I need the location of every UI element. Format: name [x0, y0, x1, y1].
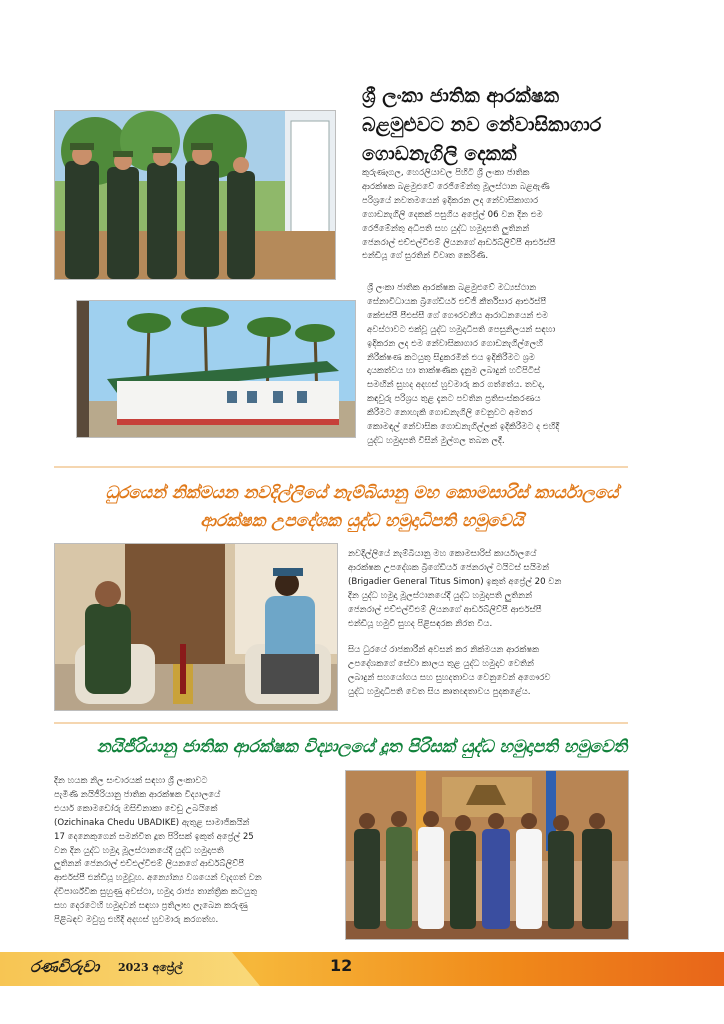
section-divider — [54, 466, 628, 468]
article2-title: ධුරයෙන් නික්මයන නවදිල්ලියේ නැම්බියානු මහ කොමසාරිස් කාර්යාලයේ ආරක්ෂක උපදේශක යුද්ධ හමුදාධිපති හමුවෙයි — [105, 483, 619, 531]
article2-paragraph-2: සිය ධුරයේ රාජකාරීන් අවසන් කර නික්මයන ආරක්ෂක උපදේශකගේ සේවා කාලය තුළ යුද්ධ හමුදාව වෙතින් ලබාදුන් සහයෝගය සහ සුහදතාවය වෙනුවෙන් අගෞරව යුද්ධ හමුදාධිපති වෙත සිය කෘතඥතාවය පුදකළේය. — [348, 645, 551, 697]
article2-paragraph-1: නවදිල්ලියේ නැම්බියානු මහ කොමසාරිස් කාර්යාලයේ ආරක්ෂක උපදේශක බ්‍රිගේඩියර් ජෙනරාල් ටයිටස් සයිමන් (Brigadier General Titus Simon) ඉකුත් අප්‍රේල් 20 වන දින යුද්ධ හමුදා මූලස්ථානයේදී යුද්ධ හමුදාපති ලුතිනන් ජෙනරාල් එච්එල්වීඑම් ලියනගේ ආර්ඩබ්ලිව්පී ආර්එස්පී එන්ඩියූ හමුවී සුහද පිළිසඳරක නිරත විය. — [348, 549, 562, 629]
photo-army-commander-meeting — [54, 543, 338, 711]
article3-title: නයිජීරියානු ජාතික ආරක්ෂක විද්‍යාලයේ දූත පිරිසක් යුද්ධ හමුදාපති හමුවෙති — [96, 737, 628, 757]
photo-officers-viewing-plan — [54, 110, 336, 280]
photo-nigerian-delegation-group — [345, 770, 629, 940]
article1-title: ශ්‍රී ලංකා ජාතික ආරක්ෂක බළමුළුවට නව නේවාසිකාගාර ගොඩනැගිලි දෙකක් — [362, 85, 602, 165]
magazine-logo: රණවිරුවා — [30, 957, 100, 976]
photo-new-barracks-building — [76, 300, 356, 438]
page-number: 12 — [330, 956, 353, 975]
section-divider — [54, 722, 628, 724]
article1-paragraph-1: කුරුණෑගල, හෙරලියාවල පිහිටි ශ්‍රී ලංකා ජාතික ආරක්ෂක බළමුළුවේ රෙජිමේන්තු මූලස්ථාන බළඇණි පරිශ්‍රයේ නවතමයෙන් ඉදිකරන ලද නේවාසිකාගාර ගොඩනැගිලි දෙකක් පසුගිය අප්‍රේල් 06 වන දින එම රෙජිමේන්තු අධිපති සහ යුද්ධ හමුදාපති ලුතිනන් ජෙනරාල් එච්එල්වීඑම් ලියනගේ ආර්ඩබ්ලිව්පී ආර්එස්පී එන්ඩියූ ගේ සුරතින් විවෘත කෙරිණි. — [362, 168, 556, 262]
article3-paragraph-1: දින හයක නිල සංචාරයක් සඳහා ශ්‍රී ලංකාවට පැමිණි නයිජීරියානු ජාතික ආරක්ෂක විද්‍යාලයේ එයාර් කොමඩෝරු ඔසිචිනාකා චෙඩු උබයිකේ (Ozichinaka Chedu UBADIKE) ඇතුළ සාමාජිකයින් 17 දෙනෙකුගෙන් සමන්විත දූත පිරිසක් ඉකුත් අප්‍රේල් 25 වන දින යුද්ධ හමුදා මූලස්ථානයේදී යුද්ධ හමුදාපති ලුතිනන් ජෙනරාල් එච්එල්වීඑම් ලියනගේ ආර්ඩබ්ලිව්පී ආර්එස්පී එන්ඩියූ හමුවූහ. අන්‍යෝන්‍ය වශයෙන් වැදගත් වන ද්විපාර්ශ්වික සුහුණු අවස්ථා, හමුදා රාජ්‍ය තාන්ත්‍රික කටයුතු සහ දෙරටෙහි හමුදාවන් සඳහා ප්‍රතිලාභ ලැබෙන කරුණු පිළිබඳව මවුහු එහිදී අදහස් හුවමාරු කරගත්හ. — [54, 776, 262, 926]
issue-date: 2023 අප්‍රේල් — [118, 961, 183, 974]
article1-paragraph-2: ශ්‍රී ලංකා ජාතික ආරක්ෂක බළමුළුවේ මධ්‍යස්ථාන සේනාවිධායක බ්‍රිගේඩියර් එච්ජී කීර්තිසාර ආර්එස්පී කේඑස්පී පීඑස්සී ගේ ගෞරවනීය ආරාධනයෙන් එම අවස්ථාවට එක්වූ යුද්ධ හමුදාධිපති පෙසුනිලයන් සඳහා ඉදිකරන ලද එම නේවාසිකාගාර ගොඩනැගිල්ලෙහි නිරීක්ෂණ කටයුතු සිදුකරමින් එය ඉදිකිරීමට ශ්‍රම දායකත්වය හා තාක්ෂණික දැනුම ලබාදුන් හට්පිටිස් සමඟින් සුහද අදහස් හුවමාරු කර ගත්තේය. තවද, කඳවුරු පරිශ්‍රය තුළ දැනට පවතින ප්‍රතිසංස්කරණය කිරීමට නොහැකි ගොඩනැගිලි වෙනුවට අමතර කොමඳල් නේවාසික ගොඩනැගිල්ලක් ඉදිකිරීමට ද එහිදී යුද්ධ හමුදාපති විසින් මුල්ගල තබන ලදී. — [367, 283, 560, 446]
